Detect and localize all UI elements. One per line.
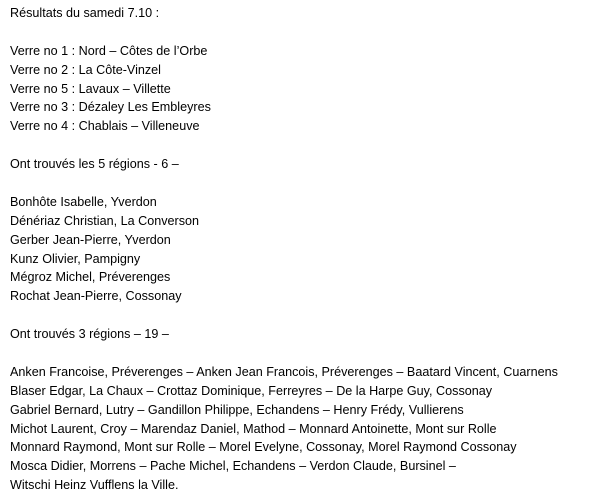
participants-line: Anken Francoise, Préverenges – Anken Jean Francois, Préverenges – Baatard Vincent, Cuarnens — [10, 364, 558, 379]
participants-line: Gabriel Bernard, Lutry – Gandillon Philippe, Echandens – Henry Frédy, Vullierens — [10, 402, 464, 417]
participants-line: Blaser Edgar, La Chaux – Crottaz Dominique, Ferreyres – De la Harpe Guy, Cossonay — [10, 383, 493, 398]
participants-line: Michot Laurent, Croy – Marendaz Daniel, Mathod – Monnard Antoinette, Mont sur Rolle — [10, 421, 497, 436]
participants-line: Monnard Raymond, Mont sur Rolle – Morel Evelyne, Cossonay, Morel Raymond Cossonay — [10, 440, 517, 455]
results-title: Résultats du samedi 7.10 : — [10, 6, 160, 20]
blank-line — [10, 174, 600, 193]
five-regions-heading: Ont trouvés les 5 régions - 6 – — [10, 157, 179, 172]
winner-name: Bonhôte Isabelle, Yverdon — [10, 194, 157, 209]
blank-line — [10, 306, 600, 325]
blank-line — [10, 23, 600, 42]
winner-name: Kunz Olivier, Pampigny — [10, 251, 141, 266]
document-body — [10, 4, 600, 495]
winner-name: Dénériaz Christian, La Converson — [10, 213, 199, 228]
verre-line: Verre no 3 : Dézaley Les Embleyres — [10, 100, 211, 115]
verres-list — [10, 42, 600, 136]
five-regions-list — [10, 193, 600, 306]
verre-line: Verre no 4 : Chablais – Villeneuve — [10, 119, 200, 134]
winner-name: Gerber Jean-Pierre, Yverdon — [10, 232, 171, 247]
verre-line: Verre no 1 : Nord – Côtes de l’Orbe — [10, 43, 208, 58]
winner-name: Rochat Jean-Pierre, Cossonay — [10, 289, 182, 304]
winner-name: Mégroz Michel, Préverenges — [10, 270, 171, 285]
three-regions-list — [10, 363, 600, 495]
verre-line: Verre no 5 : Lavaux – Villette — [10, 81, 171, 96]
blank-line — [10, 136, 600, 155]
participants-line: Witschi Heinz Vufflens la Ville. — [10, 478, 179, 493]
verre-line: Verre no 2 : La Côte-Vinzel — [10, 62, 161, 77]
three-regions-heading: Ont trouvés 3 régions – 19 – — [10, 327, 169, 342]
participants-line: Mosca Didier, Morrens – Pache Michel, Echandens – Verdon Claude, Bursinel – — [10, 459, 456, 474]
blank-line — [10, 344, 600, 363]
